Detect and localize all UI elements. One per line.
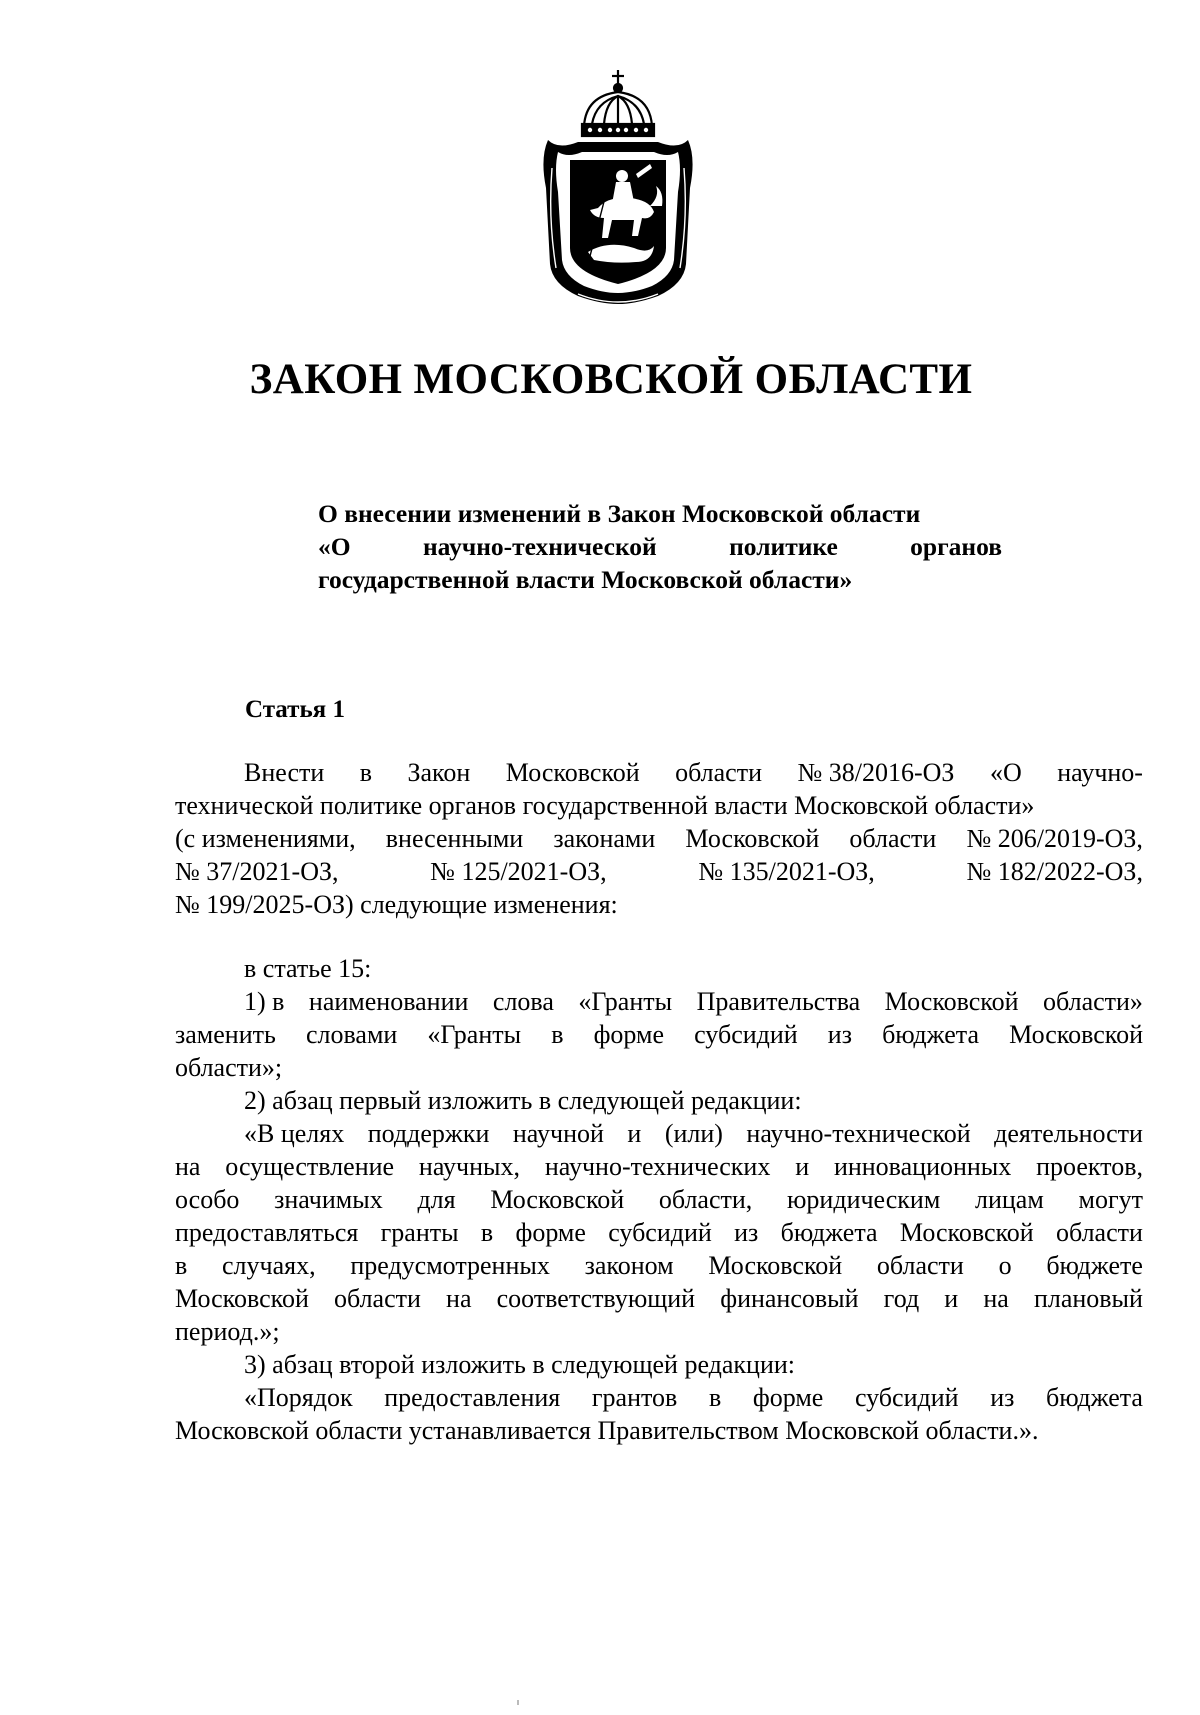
change-word: Московской bbox=[708, 1251, 843, 1280]
change-word: форме bbox=[752, 1383, 824, 1412]
change-word: (или) bbox=[664, 1119, 723, 1148]
change-line bbox=[175, 1282, 1143, 1315]
change-word: области bbox=[876, 1251, 964, 1280]
change-word: субсидий bbox=[694, 1020, 798, 1049]
change-word: из bbox=[827, 1020, 852, 1049]
change-line: 3) абзац второй изложить в следующей редакции: bbox=[244, 1350, 796, 1379]
change-line: Московской области устанавливается Правительством Московской области.». bbox=[175, 1416, 1039, 1445]
intro-word: Московской bbox=[685, 824, 820, 853]
intro-line-2: технической политике органов государственной власти Московской области» bbox=[175, 791, 1035, 820]
change-word: лицам bbox=[975, 1185, 1044, 1214]
intro-line-4 bbox=[175, 855, 1143, 888]
change-word: соответствующий bbox=[496, 1284, 696, 1313]
change-word: год bbox=[883, 1284, 920, 1313]
change-line bbox=[175, 985, 1143, 1018]
change-word: в bbox=[708, 1383, 722, 1412]
change-word: Московской bbox=[490, 1185, 625, 1214]
law-subtitle bbox=[318, 497, 1002, 596]
change-word: Московской bbox=[1009, 1020, 1143, 1049]
scan-artifact bbox=[517, 1700, 519, 1705]
change-word: грантов bbox=[591, 1383, 678, 1412]
change-word: и bbox=[627, 1119, 642, 1148]
change-word: поддержки bbox=[367, 1119, 490, 1148]
change-word: на bbox=[175, 1152, 201, 1181]
change-word: форме bbox=[515, 1218, 586, 1247]
change-word: «Порядок bbox=[244, 1383, 353, 1412]
coat-of-arms-icon bbox=[538, 68, 698, 306]
change-word: бюджете bbox=[1046, 1251, 1143, 1280]
change-word: юридическим bbox=[787, 1185, 941, 1214]
intro-word: в bbox=[359, 758, 373, 787]
change-word: области bbox=[333, 1284, 421, 1313]
intro-word: внесенными bbox=[385, 824, 524, 853]
change-word: могут bbox=[1078, 1185, 1143, 1214]
intro-word: «О bbox=[989, 758, 1022, 787]
change-line bbox=[175, 1018, 1143, 1051]
change-word: из bbox=[990, 1383, 1015, 1412]
change-word: деятельности bbox=[994, 1119, 1143, 1148]
change-line: 2) абзац первый изложить в следующей редакции: bbox=[244, 1086, 802, 1115]
change-word: в bbox=[175, 1251, 188, 1280]
change-word: случаях, bbox=[222, 1251, 316, 1280]
intro-line-1 bbox=[175, 756, 1143, 789]
change-line: в статье 15: bbox=[244, 954, 372, 983]
change-word: Московской bbox=[175, 1284, 309, 1313]
intro-word: области bbox=[849, 824, 937, 853]
change-word: для bbox=[417, 1185, 456, 1214]
intro-word: (с изменениями, bbox=[175, 824, 356, 853]
change-word: заменить bbox=[175, 1020, 276, 1049]
change-line bbox=[175, 1249, 1143, 1282]
change-word: из bbox=[734, 1218, 759, 1247]
change-word: особо bbox=[175, 1185, 240, 1214]
change-word: Правительства bbox=[696, 987, 861, 1016]
change-word: области» bbox=[1043, 987, 1143, 1016]
change-word: в bbox=[480, 1218, 494, 1247]
intro-word: № 135/2021-ОЗ, bbox=[698, 857, 875, 886]
change-word: предусмотренных bbox=[350, 1251, 550, 1280]
change-word: и bbox=[944, 1284, 959, 1313]
change-word: Московской bbox=[884, 987, 1019, 1016]
change-word: на bbox=[983, 1284, 1009, 1313]
intro-word: № 37/2021-ОЗ, bbox=[175, 857, 339, 886]
change-word: научных, bbox=[418, 1152, 520, 1181]
intro-word: научно- bbox=[1057, 758, 1143, 787]
change-word: наименовании bbox=[308, 987, 469, 1016]
change-word: области bbox=[1056, 1218, 1143, 1247]
subtitle-line-3: государственной власти Московской области» bbox=[318, 565, 853, 594]
change-word: в bbox=[551, 1020, 564, 1049]
article-intro bbox=[175, 756, 1143, 921]
change-word: «Гранты bbox=[427, 1020, 522, 1049]
change-line bbox=[175, 1216, 1143, 1249]
law-title: ЗАКОН МОСКОВСКОЙ ОБЛАСТИ bbox=[249, 356, 973, 403]
change-line bbox=[175, 1183, 1143, 1216]
intro-word: № 206/2019-ОЗ, bbox=[966, 824, 1143, 853]
intro-word: Внести bbox=[244, 758, 325, 787]
subtitle-word: «О bbox=[318, 532, 351, 561]
change-word: проектов, bbox=[1036, 1152, 1143, 1181]
change-word: области, bbox=[658, 1185, 753, 1214]
subtitle-word: научно-технической bbox=[422, 532, 657, 561]
subtitle-line-2 bbox=[318, 530, 1002, 563]
change-word: значимых bbox=[274, 1185, 383, 1214]
change-line bbox=[175, 1117, 1143, 1150]
change-word: форме bbox=[593, 1020, 665, 1049]
change-line bbox=[175, 1381, 1143, 1414]
change-word: научно-технической bbox=[746, 1119, 971, 1148]
change-word: Московской bbox=[899, 1218, 1034, 1247]
change-word: на bbox=[446, 1284, 472, 1313]
change-word: научно-технических bbox=[544, 1152, 771, 1181]
subtitle-word: органов bbox=[910, 532, 1002, 561]
change-line bbox=[175, 1150, 1143, 1183]
change-line: области»; bbox=[175, 1053, 283, 1082]
article-heading: Статья 1 bbox=[245, 696, 345, 723]
intro-word: Закон bbox=[407, 758, 471, 787]
intro-word: области bbox=[675, 758, 762, 787]
change-word: предоставляться bbox=[175, 1218, 359, 1247]
intro-word: № 38/2016-ОЗ bbox=[797, 758, 955, 787]
intro-line-3 bbox=[175, 822, 1143, 855]
intro-word: законами bbox=[553, 824, 656, 853]
change-word: осуществление bbox=[225, 1152, 395, 1181]
change-word: плановый bbox=[1033, 1284, 1143, 1313]
change-word: гранты bbox=[380, 1218, 459, 1247]
change-word: слова bbox=[492, 987, 554, 1016]
intro-line-5: № 199/2025-ОЗ) следующие изменения: bbox=[175, 890, 618, 919]
change-word: о bbox=[998, 1251, 1012, 1280]
change-word: и bbox=[795, 1152, 810, 1181]
change-word: субсидий bbox=[608, 1218, 712, 1247]
intro-word: № 182/2022-ОЗ, bbox=[966, 857, 1143, 886]
change-word: законом bbox=[584, 1251, 674, 1280]
change-word: финансовый bbox=[720, 1284, 859, 1313]
change-line: период.»; bbox=[175, 1317, 280, 1346]
change-word: научной bbox=[512, 1119, 604, 1148]
article-changes bbox=[175, 952, 1143, 1447]
change-word: «Гранты bbox=[578, 987, 673, 1016]
change-word: бюджета bbox=[882, 1020, 980, 1049]
change-word: инновационных bbox=[833, 1152, 1012, 1181]
change-word: «В целях bbox=[244, 1119, 345, 1148]
change-word: бюджета bbox=[1046, 1383, 1143, 1412]
subtitle-word: политике bbox=[729, 532, 838, 561]
subtitle-line-1: О внесении изменений в Закон Московской области bbox=[318, 499, 921, 528]
change-word: субсидий bbox=[854, 1383, 959, 1412]
change-word: словами bbox=[305, 1020, 398, 1049]
change-word: бюджета bbox=[780, 1218, 878, 1247]
intro-word: № 125/2021-ОЗ, bbox=[430, 857, 607, 886]
change-word: предоставления bbox=[384, 1383, 561, 1412]
change-word: 1) в bbox=[244, 987, 285, 1016]
intro-word: Московской bbox=[505, 758, 640, 787]
